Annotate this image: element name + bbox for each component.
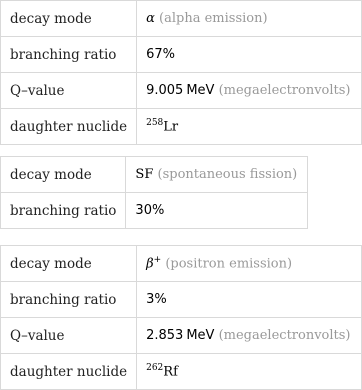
branching-ratio-value: 67% — [137, 37, 362, 73]
decay-table-beta-plus — [0, 245, 362, 390]
decay-symbol: α — [146, 11, 155, 26]
table-row — [1, 282, 362, 318]
table-row — [1, 193, 308, 229]
row-label: branching ratio — [1, 37, 137, 73]
q-value-number: 2.853 — [146, 328, 184, 343]
table-row — [1, 109, 362, 145]
element-symbol: Lr — [163, 119, 179, 135]
row-label: decay mode — [1, 157, 126, 193]
daughter-nuclide-value — [137, 354, 362, 390]
table-row — [1, 73, 362, 109]
table-row — [1, 318, 362, 354]
mass-number: 258 — [146, 118, 164, 129]
mass-number: 262 — [146, 363, 164, 374]
branching-ratio-value: 30% — [126, 193, 308, 229]
q-value-unit: MeV — [186, 83, 215, 98]
q-value-note: (megaelectronvolts) — [218, 83, 351, 98]
row-label: decay mode — [1, 246, 137, 282]
q-value-unit: MeV — [186, 328, 215, 343]
branching-ratio-value: 3% — [137, 282, 362, 318]
table-row — [1, 354, 362, 390]
row-label: daughter nuclide — [1, 354, 137, 390]
q-value — [137, 73, 362, 109]
row-label: Q–value — [1, 73, 137, 109]
table-row — [1, 246, 362, 282]
table-row — [1, 37, 362, 73]
table-row — [1, 1, 362, 37]
row-label: Q–value — [1, 318, 137, 354]
decay-mode-value — [137, 1, 362, 37]
decay-mode-value — [126, 157, 308, 193]
decay-mode-note: (spontaneous fission) — [157, 167, 298, 182]
decay-mode-note: (alpha emission) — [159, 11, 268, 26]
q-value-number: 9.005 — [146, 83, 184, 98]
decay-symbol: SF — [135, 167, 154, 182]
row-label: daughter nuclide — [1, 109, 137, 145]
table-row — [1, 157, 308, 193]
q-value — [137, 318, 362, 354]
row-label: decay mode — [1, 1, 137, 37]
decay-table-sf — [0, 156, 308, 229]
decay-mode-value — [137, 246, 362, 282]
decay-symbol-sup: + — [153, 255, 162, 266]
decay-table-alpha — [0, 0, 362, 145]
row-label: branching ratio — [1, 193, 126, 229]
daughter-nuclide-value — [137, 109, 362, 145]
row-label: branching ratio — [1, 282, 137, 318]
element-symbol: Rf — [163, 364, 178, 380]
q-value-note: (megaelectronvolts) — [218, 328, 351, 343]
decay-symbol: β — [146, 256, 154, 272]
decay-mode-note: (positron emission) — [165, 256, 293, 272]
